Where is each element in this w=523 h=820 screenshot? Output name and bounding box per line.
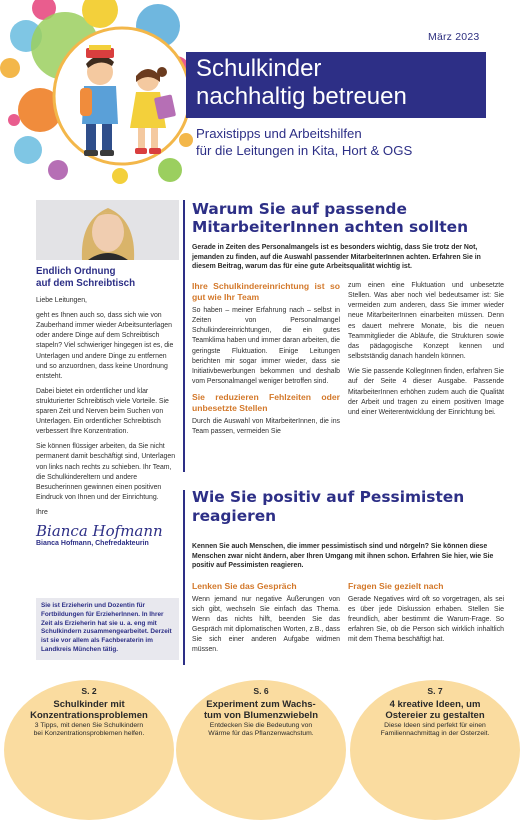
editorial-greeting: Liebe Leitungen, [36, 297, 87, 304]
article-1-column-1 [192, 281, 340, 443]
article-2-paragraph: Gerade Negatives wird oft so vorgetragen, als sei es über jede Diskussion erhaben. Stellen Sie freundlich, aber bestimmt die Warum-Frage. So erfahren Sie, ob die Person sich wirklich inhaltlich mit dem Thema beschäftigt hat. [348, 595, 504, 644]
article-1-paragraph: zum einen eine Fluktuation und unbesetzte Stellen. Was aber noch viel bedeutsamer ist: Sie vermeiden zum anderen, dass Sie immer wieder neue MitarbeiterInnen einarbeiten müssen. Denn es dauert mehrere Monate, bis die neuen Teammitglieder die Abläufe, die Strukturen sowie das pädagogische Konzept kennen und selbstständig danach handeln können. [348, 282, 504, 361]
subtitle-line-1: Praxistipps und Arbeitshilfen [196, 126, 362, 141]
editorial-paragraph: Dabei bietet ein ordentlicher und klar strukturierter Schreibtisch viele Vorteile. Sie sparen Zeit und Nerven beim Suchen von Unterlagen. Ein ordentlicher Schreibtisch verbessert Ihre Konzentration. [36, 387, 169, 436]
newsletter-subtitle [196, 125, 506, 159]
newsletter-title [196, 55, 486, 111]
article-accent-bar [183, 490, 185, 665]
article-1-paragraph: Durch die Auswahl von MitarbeiterInnen, die ins Team passen, vermeiden Sie [192, 418, 340, 436]
article-1-column-2 [348, 281, 504, 423]
article-2-title: Wie Sie positiv auf Pessimisten reagieren [192, 488, 465, 525]
article-1-paragraph: So haben – meiner Erfahrung nach – selbst in Zeiten von Personalmangel Schulkindereinrichtungen, die ein gutes Teamklima haben und immer daran arbeiten, die geringste Fluktuation. Einige Leitungen berichten mir sogar immer wieder, dass sie Initiativbewerbungen bekommen und deshalb vom Personalmangel weniger betroffen sind. [192, 307, 340, 386]
editor-photo [36, 200, 179, 260]
teaser-heading: Schulkinder mit Konzentrationsproblemen [30, 699, 148, 721]
issue-date: März 2023 [428, 31, 480, 43]
teaser-page-6[interactable] [176, 680, 346, 744]
article-1-subhead: Ihre Schulkindereinrichtung ist so gut wie Ihr Team [192, 281, 340, 302]
article-2-column-1 [192, 581, 340, 655]
article-1-lead: Gerade in Zeiten des Personalmangels ist es besonders wichtig, dass Sie trotz der Not, jemanden zu finden, auf die Auswahl passender MitarbeiterInnen achten. Erfahren Sie in diesem Beitrag, warum das für eine gute Arbeitsqualität wichtig ist. [192, 244, 481, 271]
teaser-page-2[interactable] [4, 680, 174, 744]
teaser-page-number: S. 6 [253, 686, 269, 696]
signer-name: Bianca Hofmann, Chefredakteurin [36, 539, 149, 547]
editorial-paragraph: Sie können flüssiger arbeiten, da Sie nicht permanent damit beschäftigt sind, Unterlagen von links nach rechts zu schieben. Ihr Team, die Schulkindereltern und andere Besucherinnen gewinnen einen positiven Eindruck von Ihnen und der Einrichtung. [36, 443, 176, 502]
article-2-lead: Kennen Sie auch Menschen, die immer pessimistisch sind und nörgeln? Sie können diese Menschen zwar nicht ändern, aber Ihren Umgang mit ihnen schon. Erfahren Sie hier, wie Sie positiv auf Pessimisten reagieren. [192, 543, 494, 570]
article-1-subhead: Sie reduzieren Fehlzeiten oder unbesetzte Stellen [192, 392, 340, 413]
author-info-box: Sie ist Erzieherin und Dozentin für Fortbildungen für ErzieherInnen. In Ihrer Zeit als Erzieherin hat sie u. a. eng mit Schulkindern zusammengearbeitet. Derzeit ist sie vor allem als Fachberaterin im Landkreis München tätig. [36, 598, 179, 660]
teaser-text: 3 Tipps, mit denen Sie Schulkindern bei Konzentrationsproblemen helfen. [33, 722, 145, 738]
article-2-subhead: Fragen Sie gezielt nach [348, 581, 444, 591]
article-1-title: Warum Sie auf passende MitarbeiterInnen achten sollten [192, 200, 469, 236]
editorial-heading: Endlich Ordnung auf dem Schreibtisch [36, 266, 136, 289]
editorial-closing: Ihre [36, 508, 48, 516]
article-2-paragraph: Wenn jemand nur negative Äußerungen von sich gibt, wechseln Sie einfach das Thema. Wenn das nichts hilft, beenden Sie das Gespräch mit diplomatischen Worten, z.B., dass Sie sich einer anderen Aufgabe widmen müssen. [192, 595, 340, 654]
article-2-column-2 [348, 581, 504, 645]
article-accent-bar [183, 200, 185, 472]
teaser-page-number: S. 2 [81, 686, 97, 696]
editorial-paragraph: geht es Ihnen auch so, dass sich wie von Zauberhand immer wieder Arbeitsunterlagen oder andere Dinge auf dem Schreibtisch stapeln? Viel schwieriger hingegen ist es, die Unterlagen und andere Dinge zu entfernen und so anzuordnen, dass keine Unordnung entsteht. [36, 311, 174, 380]
subtitle-line-2: für die Leitungen in Kita, Hort & OGS [196, 143, 413, 158]
teaser-heading: Experiment zum Wachs- tum von Blumenzwiebeln [203, 699, 318, 721]
article-2-subhead: Lenken Sie das Gespräch [192, 581, 297, 591]
editorial-column [36, 266, 179, 549]
teaser-text: Diese Ideen sind perfekt für einen Familiennachmittag in der Osterzeit. [380, 722, 490, 738]
title-line-2: nachhaltig betreuen [196, 83, 407, 110]
title-line-1: Schulkinder [196, 55, 322, 82]
handwritten-signature: Bianca Hofmann [36, 521, 163, 540]
teaser-text: Entdecken Sie die Bedeutung von Wärme für das Pflanzenwachstum. [208, 722, 314, 738]
article-1-paragraph: Wie Sie passende KollegInnen finden, erfahren Sie auf der Seite 4 dieser Ausgabe. Passende MitarbeiterInnen erhöhen zudem auch die Qualität der Arbeit und tragen zu einem positiven Image und einer Weiterentwicklung der Einrichtung bei. [348, 368, 504, 416]
teaser-page-7[interactable] [350, 680, 520, 744]
editor-portrait [36, 200, 179, 260]
teaser-page-number: S. 7 [427, 686, 443, 696]
teaser-heading: 4 kreative Ideen, um Ostereier zu gestalten [385, 699, 485, 721]
